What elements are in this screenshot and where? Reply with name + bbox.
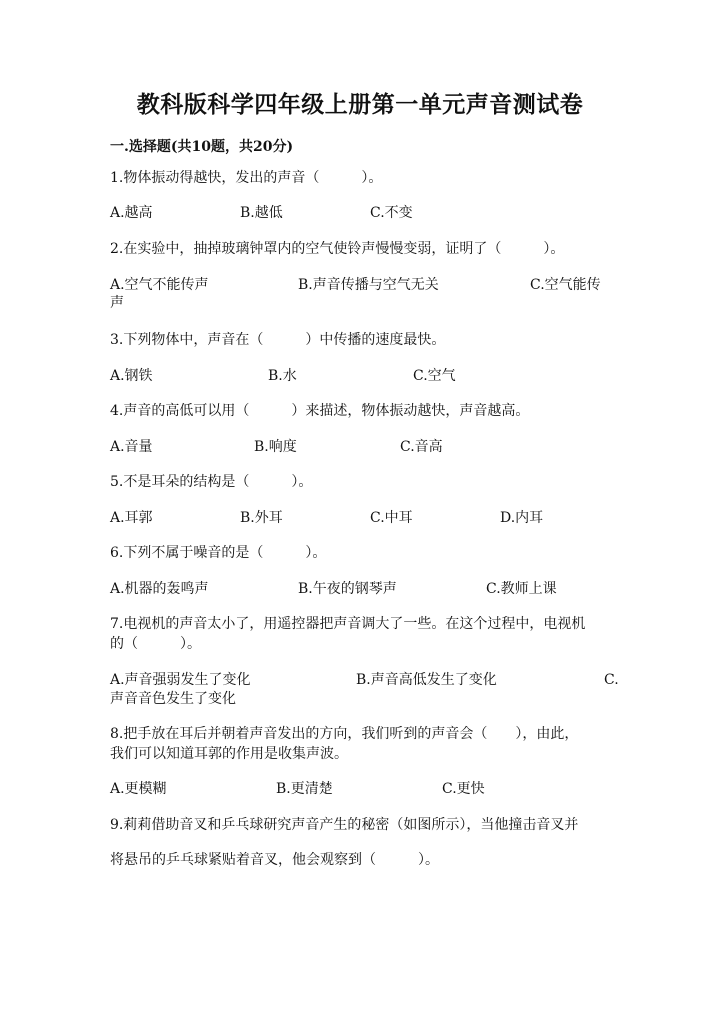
question-1-option-b[interactable]: B.越低 [240, 205, 283, 221]
question-5-option-a[interactable]: A.耳郭 [110, 510, 153, 526]
question-5-option-c[interactable]: C.中耳 [370, 510, 413, 526]
question-7-option-b[interactable]: B.声音高低发生了变化 [356, 672, 497, 688]
question-4-option-b[interactable]: B.响度 [254, 439, 297, 455]
question-8-option-c[interactable]: C.更快 [442, 781, 485, 797]
question-9-text-line-2: 将悬吊的乒乓球紧贴着音叉，他会观察到（ ）。 [110, 852, 439, 868]
question-4-option-c[interactable]: C.音高 [400, 439, 443, 455]
question-8-text-line-2: 我们可以知道耳郭的作用是收集声波。 [110, 746, 348, 762]
question-6-option-c[interactable]: C.教师上课 [486, 581, 557, 597]
question-2-option-c[interactable]: C.空气能传 [530, 277, 601, 293]
question-9-text-line-1: 9.莉莉借助音叉和乒乓球研究声音产生的秘密（如图所示），当他撞击音叉并 [110, 817, 579, 833]
question-8-text-line-1: 8.把手放在耳后并朝着声音发出的方向，我们听到的声音会（ ），由此， [110, 726, 579, 742]
question-7-option-c[interactable]: C. [604, 672, 619, 688]
section-heading: 一.选择题(共10题，共20分) [110, 139, 294, 155]
question-2-option-c-wrap: 声 [110, 295, 124, 311]
question-6-option-b[interactable]: B.午夜的钢琴声 [298, 581, 397, 597]
question-1-text: 1.物体振动得越快，发出的声音（ ）。 [110, 170, 383, 186]
question-6-option-a[interactable]: A.机器的轰鸣声 [110, 581, 209, 597]
page-title: 教科版科学四年级上册第一单元声音测试卷 [136, 91, 584, 118]
question-5-text: 5.不是耳朵的结构是（ ）。 [110, 474, 313, 490]
question-2-text: 2.在实验中，抽掉玻璃钟罩内的空气使铃声慢慢变弱，证明了（ ）。 [110, 241, 565, 257]
question-2-option-a[interactable]: A.空气不能传声 [110, 277, 209, 293]
question-8-option-a[interactable]: A.更模糊 [110, 781, 167, 797]
question-7-option-c-wrap: 声音音色发生了变化 [110, 691, 236, 707]
question-3-option-b[interactable]: B.水 [268, 368, 297, 384]
question-5-option-d[interactable]: D.内耳 [500, 510, 544, 526]
question-7-text-line-1: 7.电视机的声音太小了，用遥控器把声音调大了一些。在这个过程中，电视机 [110, 616, 586, 632]
question-2-option-b[interactable]: B.声音传播与空气无关 [298, 277, 439, 293]
question-3-text: 3.下列物体中，声音在（ ）中传播的速度最快。 [110, 332, 446, 348]
question-7-text-line-2: 的（ ）。 [110, 636, 201, 652]
question-6-text: 6.下列不属于噪音的是（ ）。 [110, 545, 327, 561]
question-7-option-a[interactable]: A.声音强弱发生了变化 [110, 672, 251, 688]
question-3-option-a[interactable]: A.钢铁 [110, 368, 153, 384]
question-5-option-b[interactable]: B.外耳 [240, 510, 283, 526]
question-1-option-c[interactable]: C.不变 [370, 205, 413, 221]
question-1-option-a[interactable]: A.越高 [110, 205, 153, 221]
question-3-option-c[interactable]: C.空气 [413, 368, 456, 384]
question-4-option-a[interactable]: A.音量 [110, 439, 153, 455]
question-8-option-b[interactable]: B.更清楚 [276, 781, 333, 797]
question-4-text: 4.声音的高低可以用（ ）来描述，物体振动越快，声音越高。 [110, 403, 530, 419]
